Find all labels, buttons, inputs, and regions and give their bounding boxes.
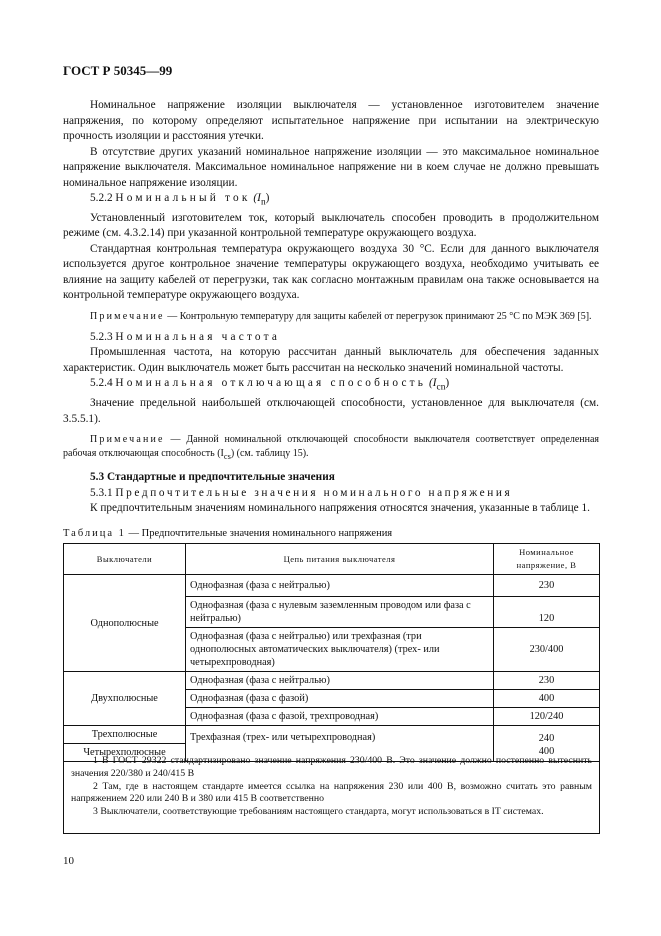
voltage-three-pole: 240	[538, 733, 555, 744]
table-notes	[63, 755, 600, 819]
table-caption-label: Таблица 1	[63, 528, 126, 539]
table-row	[64, 672, 600, 690]
section-title: Номинальный ток	[115, 192, 251, 204]
cell-circuit: Однофазная (фаза с фазой)	[186, 690, 494, 708]
cell-voltage: 230/400	[494, 628, 600, 672]
section-title: Предпочтительные значения номинального напряжения	[115, 486, 513, 499]
cell-voltage: 120/240	[494, 708, 600, 726]
section-5-2-3-heading	[63, 330, 599, 346]
table-row	[64, 575, 600, 597]
table-caption	[63, 528, 392, 539]
section-5-2-4-heading	[63, 376, 599, 396]
document-header: ГОСТ Р 50345—99	[63, 63, 173, 78]
symbol-subscript: cn	[436, 382, 446, 393]
cell-circuit-three-phase: Трехфазная (трех- или четырехпроводная)	[186, 726, 494, 762]
section-5-3-1-heading	[63, 486, 599, 502]
symbol: (I	[253, 192, 261, 204]
note-text: — Данной номинальной отключающей способности выключателя соответствует определенная рабочая отключающая способность (I	[63, 434, 599, 459]
paragraph-breaking-capacity: Значение предельной наибольшей отключающей способности, установленное для выключателя (см. 3.5.5.1).	[63, 397, 599, 425]
table-note: 3 Выключатели, соответствующие требованиям настоящего стандарта, могут использоваться в IT системах.	[93, 806, 544, 818]
group-double-pole: Двухполюсные	[64, 672, 186, 726]
section-number: 5.2.3	[90, 330, 113, 343]
voltage-four-pole: 400	[538, 746, 555, 757]
note-label: Примечание	[90, 434, 165, 445]
note-reference-temperature	[63, 310, 599, 324]
cell-circuit: Однофазная (фаза с нейтралью)	[186, 575, 494, 597]
cell-voltage: 230	[494, 575, 600, 597]
note-text-end: ) (см. таблицу 15).	[230, 448, 309, 459]
table-caption-text: — Предпочтительные значения номинального напряжения	[125, 528, 393, 539]
paragraph-rated-current: Установленный изготовителем ток, который выключатель способен проводить в продолжительном режиме (см. 4.3.2.14) при указанной контрольной температуре окружающего воздуха.	[63, 211, 599, 240]
cell-voltage: 120	[494, 597, 600, 628]
section-number: 5.2.4	[90, 377, 113, 390]
table-note: 1 В ГОСТ 29322 стандартизировано значение напряжения 230/400 В. Это значение должно постепенно вытеснить значения 220/380 и 240/415 В	[71, 755, 592, 779]
group-three-pole: Трехполюсные	[64, 726, 186, 744]
page-number: 10	[63, 855, 74, 867]
table-row	[64, 726, 600, 744]
table-note: 2 Там, где в настоящем стандарте имеется ссылка на напряжения 230 или 400 В, возможно считать это равным напряжением 220 или 240 В и 380 или 415 В соответственно	[71, 780, 592, 805]
cell-circuit: Однофазная (фаза с нулевым заземленным проводом или фаза с нейтралью)	[186, 597, 494, 628]
column-header-voltage: Номинальное напряжение, В	[494, 544, 600, 575]
symbol-close: )	[265, 192, 270, 204]
symbol: (I	[428, 377, 437, 390]
cell-voltage: 230	[494, 672, 600, 690]
cell-circuit: Однофазная (фаза с нейтралью) или трехфазная (три однополюсных автоматических выключателя) (трех- или четырехпроводная)	[186, 628, 494, 672]
symbol-close: )	[445, 377, 450, 390]
group-four-pole: Четырехполюсные	[64, 744, 186, 762]
paragraph-rated-frequency: Промышленная частота, на которую рассчитан данный выключатель для обеспечения заданных характеристик. Один выключатель может быть рассчитан на несколько значений номинальной частоты.	[63, 346, 599, 374]
cell-circuit: Однофазная (фаза с фазой, трехпроводная)	[186, 708, 494, 726]
column-header-circuit: Цепь питания выключателя	[186, 544, 494, 575]
cell-circuit: Однофазная (фаза с нейтралью)	[186, 672, 494, 690]
symbol-subscript: cs	[223, 452, 231, 461]
paragraph-insulation-default: В отсутствие других указаний номинальное напряжение изоляции — это максимальное номинальное напряжение выключателя. Максимальное номинальное напряжение ни в коем случае не должно превышать номинальное напряжение изоляции.	[63, 145, 599, 189]
cell-voltage: 400	[494, 690, 600, 708]
paragraph-reference-temperature: Стандартная контрольная температура окружающего воздуха 30 °С. Если для данного выключателя используется другое контрольное значение температуры окружающего воздуха, необходимо учитывать ее влияние на защиту кабелей от перегрузки, так как согласно монтажным правилам она также основывается на контрольной температуре окружающего воздуха.	[63, 242, 599, 302]
column-header-breakers: Выключатели	[64, 544, 186, 575]
paragraph-insulation-voltage: Номинальное напряжение изоляции выключателя — установленное изготовителем значение напряжения, по которому определяют испытательное напряжение при испытании на электрическую прочность изоляции и расстояния утечки.	[63, 99, 599, 142]
voltage-table	[63, 543, 600, 762]
table-header-row	[64, 544, 600, 575]
document-body	[63, 98, 599, 517]
group-single-pole: Однополюсные	[64, 575, 186, 672]
note-label: Примечание	[90, 310, 165, 322]
section-5-2-2-heading	[63, 191, 599, 211]
section-5-3-heading: 5.3 Стандартные и предпочтительные значения	[90, 471, 335, 483]
symbol-subscript: n	[260, 197, 266, 208]
section-number: 5.3.1	[90, 486, 113, 499]
section-number: 5.2.2	[90, 192, 113, 204]
paragraph-preferred-values: К предпочтительным значениям номинального напряжения относятся значения, указанные в таблице 1.	[90, 502, 590, 514]
note-text: — Контрольную температуру для защиты кабелей от перегрузок принимают 25 °С по МЭК 369 [5].	[164, 310, 592, 322]
note-breaking-capacity	[63, 433, 599, 464]
section-title: Номинальная отключающая способность	[115, 377, 427, 390]
section-title: Номинальная частота	[115, 330, 281, 343]
